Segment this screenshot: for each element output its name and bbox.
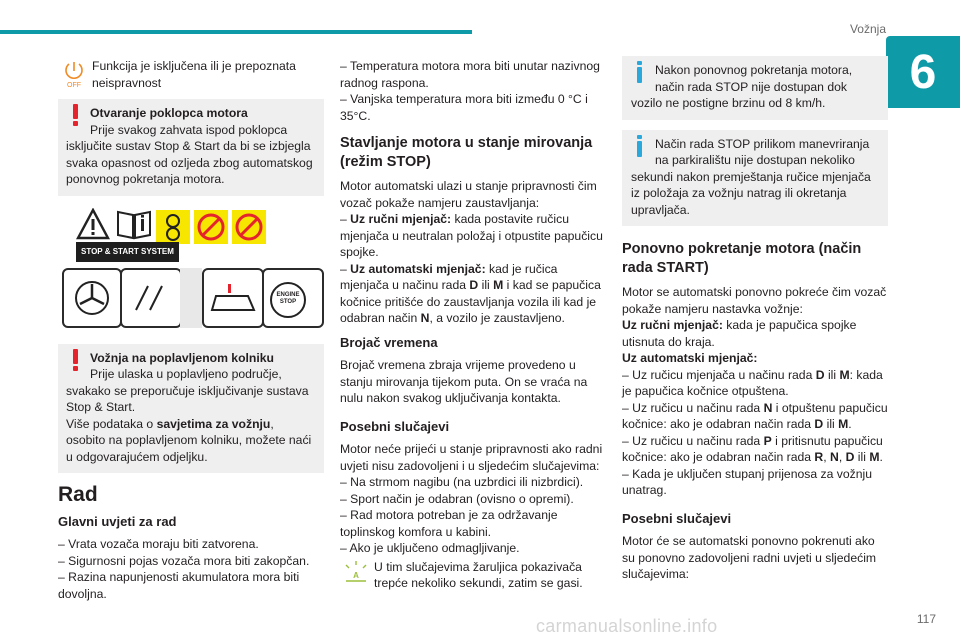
off-lamp-label: OFF — [67, 82, 81, 88]
info-icon — [632, 134, 648, 158]
info2-line2: na parkiralištu nije dostupan nekoliko — [655, 153, 855, 167]
warning-triangle-icon — [76, 208, 110, 240]
engine-stop-label: ENGINE STOP — [276, 291, 300, 305]
bonnet-warning-title: Otvaranje poklopca motora — [90, 106, 248, 120]
bonnet-warning-line1: Prije svakog zahvata ispod poklopca — [90, 122, 288, 137]
eco-lamp-note — [340, 559, 606, 592]
start-manual-gearbox: Uz ručni mjenjač: kada je papučica spojke utisnuta do kraja. — [622, 318, 857, 349]
engine-bay-pictograms — [62, 268, 324, 330]
stop-auto-gearbox: – Uz automatski mjenjač: kad je ručica mjenjača u načinu rada D ili M i kad se papučica kočnice pritišće do zaustavljanja vozila ili kad je odabran način N, a vozilo je zaustavljeno. — [340, 261, 601, 325]
page-number: 117 — [916, 612, 936, 626]
fan-icon — [70, 278, 114, 318]
condition-item: – Vanjska temperatura mora biti između 0 °C i 35°C. — [340, 92, 588, 123]
start-auto-item: – Uz ručicu u načinu rada P i pritisnutu papučicu kočnice: ako je odabran način rada R, N, D ili M. — [622, 433, 883, 464]
special-cases-title: Posebni slučajevi — [340, 418, 450, 434]
info1-line2: način rada STOP nije dostupan dok — [655, 79, 847, 94]
info1-line1: Nakon ponovnog pokretanja motora, — [655, 63, 853, 77]
column-left — [58, 58, 324, 602]
info2-rest: sekundi nakon premještanja ručice mjenjača iz položaja za vožnju natrag ili okretanja upravljača. — [631, 169, 871, 217]
info-icon — [632, 60, 648, 84]
top-accent-bar — [0, 30, 472, 34]
no-fan-icon — [234, 212, 264, 242]
info2-line1: Način rada STOP prilikom manevriranja — [655, 136, 870, 151]
time-counter-title: Brojač vremena — [340, 334, 438, 350]
car-bonnet-icon — [208, 282, 258, 316]
column-right — [622, 56, 888, 583]
start-auto-item: – Kada je uključen stupanj prijenosa za vožnju unatrag. — [622, 466, 873, 497]
chapter-badge: 6 — [886, 36, 960, 108]
flood-warning-title: Vožnja na poplavljenom kolniku — [90, 350, 274, 365]
belt-drive-icon — [158, 212, 188, 242]
condition-item: – Sigurnosni pojas vozača mora biti zakopčan. — [58, 553, 310, 568]
stop-manual-gearbox: – Uz ručni mjenjač: kada postavite ručicu mjenjača u neutralan položaj i otpustite papučicu spojke. — [340, 212, 603, 259]
label-strip — [180, 268, 202, 328]
special-cases-intro-2: Motor će se automatski ponovno pokrenuti ako su ponovno zadovoljeni radni uvjeti u sljedećim slučajevima: — [622, 534, 877, 581]
underhood-label-illustration — [62, 204, 324, 262]
eco-lamp-text: U tim slučajevima žaruljica pokazivača trepće nekoliko sekundi, zatim se gasi. — [374, 559, 583, 590]
flood-warning-rest: svakako se preporučuje isključivanje sustava Stop & Start. — [66, 383, 309, 414]
special-cases-intro: Motor neće prijeći u stanje pripravnosti ako radni uvjeti nisu zadovoljeni i u sljedećim slučajevima: — [340, 442, 603, 473]
condition-item: – Vrata vozača moraju biti zatvorena. — [58, 537, 259, 551]
special-case-item: – Sport način je odabran (ovisno o opremi). — [340, 491, 574, 506]
start-auto-item: – Uz ručicu mjenjača u načinu rada D ili M: kada je papučica kočnice otpuštena. — [622, 367, 883, 398]
bonnet-warning-box — [58, 99, 324, 196]
svg-text:A: A — [353, 570, 359, 580]
stop-mode-intro: Motor automatski ulazi u stanje pripravnosti čim vozač pokaže namjeru zaustavljanja: — [340, 179, 597, 210]
info1-rest: vozilo ne postigne brzinu od 8 km/h. — [631, 96, 826, 110]
exclamation-warning-icon — [68, 103, 84, 127]
off-lamp-note — [58, 58, 324, 91]
bonnet-warning-rest: isključite sustav Stop & Start da bi se izbjegla svaka opasnost od ozljeda zbog automatskog ponovnog pokretanja motora. — [66, 139, 313, 186]
info-box-1 — [622, 56, 888, 120]
start-auto-label: Uz automatski mjenjač: — [622, 351, 758, 365]
column-middle — [340, 58, 606, 600]
section-title-rad: Rad — [58, 483, 98, 506]
condition-item: – Razina napunjenosti akumulatora mora biti dovoljna. — [58, 570, 300, 601]
start-mode-title: Ponovno pokretanje motora (način rada START) — [622, 241, 862, 276]
special-case-item: – Ako je uključeno odmagljivanje. — [340, 541, 520, 555]
start-mode-intro: Motor se automatski ponovno pokreće čim vozač pokaže namjeru nastavka vožnje: — [622, 285, 887, 316]
watermark: carmanualsonline.info — [536, 616, 718, 636]
stop-start-system-tag: STOP & START SYSTEM — [76, 242, 179, 263]
info-box-2 — [622, 130, 888, 227]
eco-stop-lamp-icon — [342, 559, 370, 587]
no-hands-icon — [196, 212, 226, 242]
time-counter-text: Brojač vremena zbraja vrijeme provedeno u stanju mirovanja tijekom puta. On se vraća na nulu nakon svakog uključivanja kontakta. — [340, 358, 588, 405]
flood-warning-box — [58, 344, 324, 474]
driving-advice-link[interactable]: savjetima za vožnju — [156, 416, 271, 431]
subsection-main-conditions: Glavni uvjeti za rad — [58, 513, 177, 529]
special-case-item: – Rad motora potreban je za održavanje toplinskog komfora u kabini. — [340, 508, 558, 539]
hand-caution-icon — [128, 278, 172, 318]
manual-book-icon — [116, 208, 152, 240]
running-title: Vožnja — [849, 22, 886, 36]
flood-warning-more: Više podataka o savjetima za vožnju, osobito na poplavljenom kolniku, možete naći u odgovarajućem odjeljku. — [66, 416, 312, 464]
stop-mode-title: Stavljanje motora u stanje mirovanja (režim STOP) — [340, 135, 593, 170]
off-warning-lamp-icon — [60, 60, 88, 88]
off-lamp-text: Funkcija je isključena ili je prepoznata neispravnost — [92, 59, 296, 90]
special-case-item: – Na strmom nagibu (na uzbrdici ili nizbrdici). — [340, 475, 584, 489]
start-auto-item: – Uz ručicu u načinu rada N i otpuštenu papučicu kočnice: ako je odabran način rada D ili M. — [622, 400, 888, 431]
special-cases-title-2: Posebni slučajevi — [622, 510, 732, 526]
condition-item: – Temperatura motora mora biti unutar nazivnog radnog raspona. — [340, 59, 600, 90]
exclamation-warning-icon — [68, 348, 84, 372]
flood-warning-line1: Prije ulaska u poplavljeno područje, — [90, 367, 282, 381]
